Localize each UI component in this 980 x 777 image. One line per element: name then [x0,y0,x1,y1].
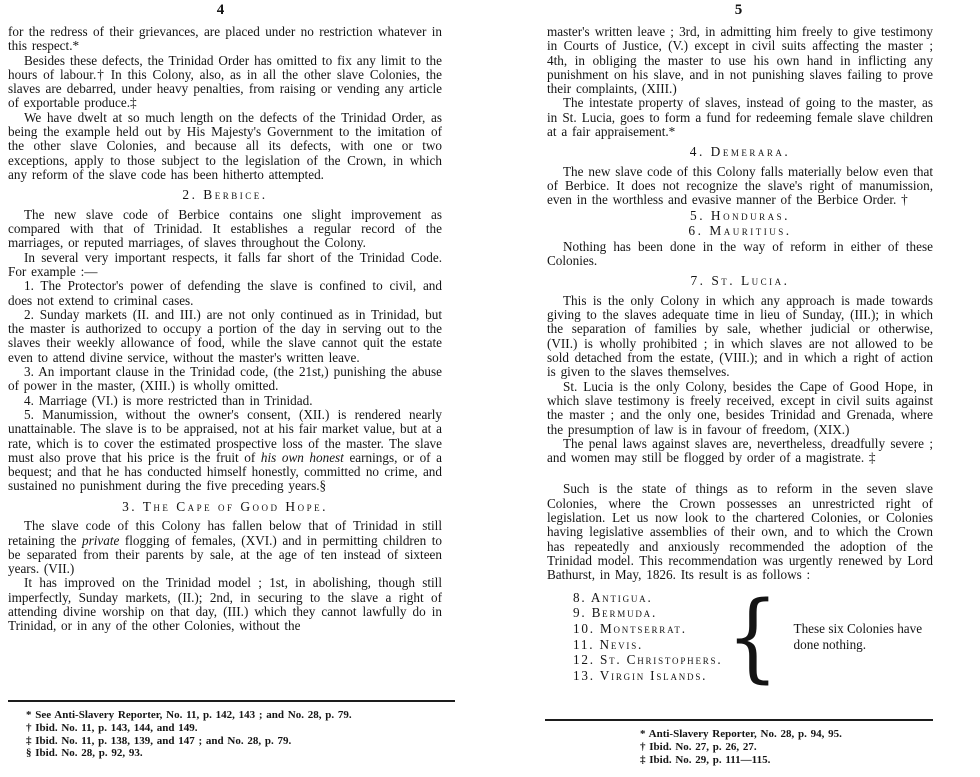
paragraph [8,408,442,494]
footnote-line: § Ibid. No. 28, p. 92, 93. [26,747,143,760]
text-run: The penal laws against slaves are, nevertheless, dreadfully severe ; and women may still be flogged by order of a magistrate. ‡ [547,435,933,466]
brace-annotation: These six Colonies have done nothing. [793,620,923,652]
page-4-body [8,25,442,697]
footnote-line: † Ibid. No. 11, p. 143, 144, and 149. [26,721,198,734]
footnote-rule-left [8,700,455,702]
text-run: for the redress of their grievances, are placed under no restriction whatever in this respect.* [8,25,442,54]
text-run: 2. Sunday markets (II. and III.) are not only continued as in Trinidad, but the master is authorized to occupy a portion of the day in serving out to the slaves their weekly allowance of food, while the slave cannot quit the estate even to attend divine service, without the master's written leave. [8,306,442,365]
paragraph [547,96,933,139]
footnote-line: ‡ Ibid. No. 11, p. 138, 139, and 147 ; and No. 28, p. 79. [26,734,292,747]
text-run: master's written leave ; 3rd, in admitting him freely to give testimony in Courts of Justice, (V.) except in civil suits affecting the master ; 4th, in obliging the master to use his own hand in inflicting any punishment on his slave, and in not punishing slaves failing to prove their complaints, (XIII.) [547,25,933,97]
colony-list-item: 10. Montserrat. [573,620,687,636]
paragraph [547,482,933,582]
page-5-footnote-block [545,719,933,766]
section-heading: 2. Berbice. [182,187,268,203]
text-run: flogging of females, (XVI.) and in permitting children to be separated from their parents by sale, at the age of ten instead of sixteen years. (VII.) [8,532,442,577]
text-run: earnings, or of a bequest; and that he has conducted himself honestly, committed no crime, and sustained no punishment during the five preceding years.§ [8,449,442,494]
page-5-body [547,25,933,717]
text-run: In several very important respects, it falls far short of the Trinidad Code. For example :— [8,249,442,279]
text-run: The new slave code of Berbice contains one slight improvement as compared with that of Trinidad. It establishes a regular record of the marriages, or reputed marriages, of slaves throughout the Colony. [8,206,442,251]
paragraph [547,165,933,208]
paragraph [8,394,442,408]
text-run: The new slave code of this Colony falls materially below even that of Berbice. It does not recognize the slave's right of manumission, even in the worthless and evasive manner of the Berbice Order. † [547,163,933,208]
text-run: We have dwelt at so much length on the defects of the Trinidad Order, as being the example held out by His Majesty's Government to the imitation of the other slave Colonies, and because all its defects, with one or two exceptions, apply to those subject to the legislation of the Crown, in which any reform of the slave code has been hitherto attempted. [8,109,442,182]
text-run: The intestate property of slaves, instead of going to the master, as in St. Lucia, goes to form a fund for redeeming female slave children at a fair appraisement.* [547,95,933,140]
paragraph [8,308,442,365]
colony-list-item: 12. St. Christophers. [573,652,723,668]
footnote-line: * Anti-Slavery Reporter, No. 28, p. 94, 95. [640,728,842,740]
page-4-footnote-block [8,700,455,760]
text-run: The slave code of this Colony has fallen below that of Trinidad in still retaining the [8,518,442,548]
colony-list-item: 8. Antigua. [573,589,653,605]
colony-list-item: 11. Nevis. [573,636,644,652]
colony-brace-list [573,580,933,693]
section-heading: 6. Mauritius. [688,223,792,239]
text-run: 5. Manumission, without the owner's consent, (XII.) is rendered nearly unattainable. The slave is to be appraised, not at his fair market value, but at a rate, which is to cover the estimated prospective loss of the master. The slave must also prove that his price is the fruit of [8,406,442,465]
footnote-line: † Ibid. No. 27, p. 26, 27. [640,740,757,753]
page-5 [490,0,980,777]
grouping-brace: { [727,580,779,693]
text-run: St. Lucia is the only Colony, besides the Cape of Good Hope, in which slave testimony is freely received, except in civil suits against the master ; and the only one, besides Trinidad and Grenada, where the presumption of law is in favour of freedom, (XIX.) [547,378,933,437]
paragraph [547,380,933,437]
paragraph [8,54,442,111]
paragraph [547,240,933,269]
paragraph [547,25,933,96]
section-heading: 5. Honduras. [690,207,790,223]
text-run: Such is the state of things as to reform in the seven slave Colonies, where the Crown possesses an unrestricted right of legislation. Let us now look to the chartered Colonies, or Colonies having legislative assemblies of their own, and to which the Crown has repeatedly and anxiously recommended the adoption of the Trinidad model. This recommendation was urgently renewed by Lord Bathurst, in May, 1826. Its result is as follows : [547,481,933,583]
page-number-right: 5 [734,2,744,18]
paragraph [8,519,442,576]
footnote-line: ‡ Ibid. No. 29, p. 111—115. [640,753,771,766]
paragraph [8,251,442,280]
paragraph [547,437,933,466]
section-heading: 4. Demerara. [689,144,791,160]
colony-list [573,590,722,684]
colony-list-item: 13. Virgin Islands. [573,667,708,683]
italic-text-run: his own honest [260,449,344,465]
page-4-footnotes [26,709,455,760]
footnote-line: * See Anti-Slavery Reporter, No. 11, p. 142, 143 ; and No. 28, p. 79. [26,709,352,721]
text-run: 3. An important clause in the Trinidad code, (the 21st,) punishing the abuse of power in the master, (XIII.) is wholly omitted. [8,364,442,394]
footnote-rule-right [545,719,933,721]
text-run: It has improved on the Trinidad model ; 1st, in abolishing, though still imperfectly, Sunday markets, (II.); 2nd, in securing to the slave a right of attending divine worship on that day, (III.) which they cannot lawfully do in Trinidad, or in any of the other Colonies, without the [8,575,442,634]
section-heading: 3. The Cape of Good Hope. [122,498,328,514]
italic-text-run: private [81,532,120,548]
text-run: 1. The Protector's power of defending the slave is confined to civil, and does not extend to criminal cases. [8,278,442,308]
text-run: This is the only Colony in which any approach is made towards giving to the slaves adequate time in lieu of Sunday, (III.); in which the separation of families by sale, whether judicial or otherwise, (VII.) is wholly prohibited ; in which slaves are not allowed to be sold detached from the estate, (VIII.); and in which a right of action is given to the slaves themselves. [547,292,933,380]
paragraph [8,208,442,251]
paragraph-spacer [547,465,933,482]
page-5-footnotes [640,728,933,766]
page-number-left: 4 [216,2,226,18]
colony-list-item: 9. Bermuda. [573,605,658,621]
paragraph [8,111,442,182]
paragraph [8,365,442,394]
paragraph [547,294,933,380]
text-run: Nothing has been done in the way of reform in either of these Colonies. [547,238,933,269]
section-heading: 7. St. Lucia. [690,273,790,289]
text-run: Besides these defects, the Trinidad Order has omitted to fix any limit to the hours of labour.† In this Colony, also, as in all the other slave Colonies, the slaves are debarred, under heavy penalties, from raising or vending any article of exportable produce.‡ [8,52,442,111]
paragraph [8,279,442,308]
paragraph [8,25,442,54]
text-run: 4. Marriage (VI.) is more restricted than in Trinidad. [24,392,313,408]
paragraph [8,576,442,633]
